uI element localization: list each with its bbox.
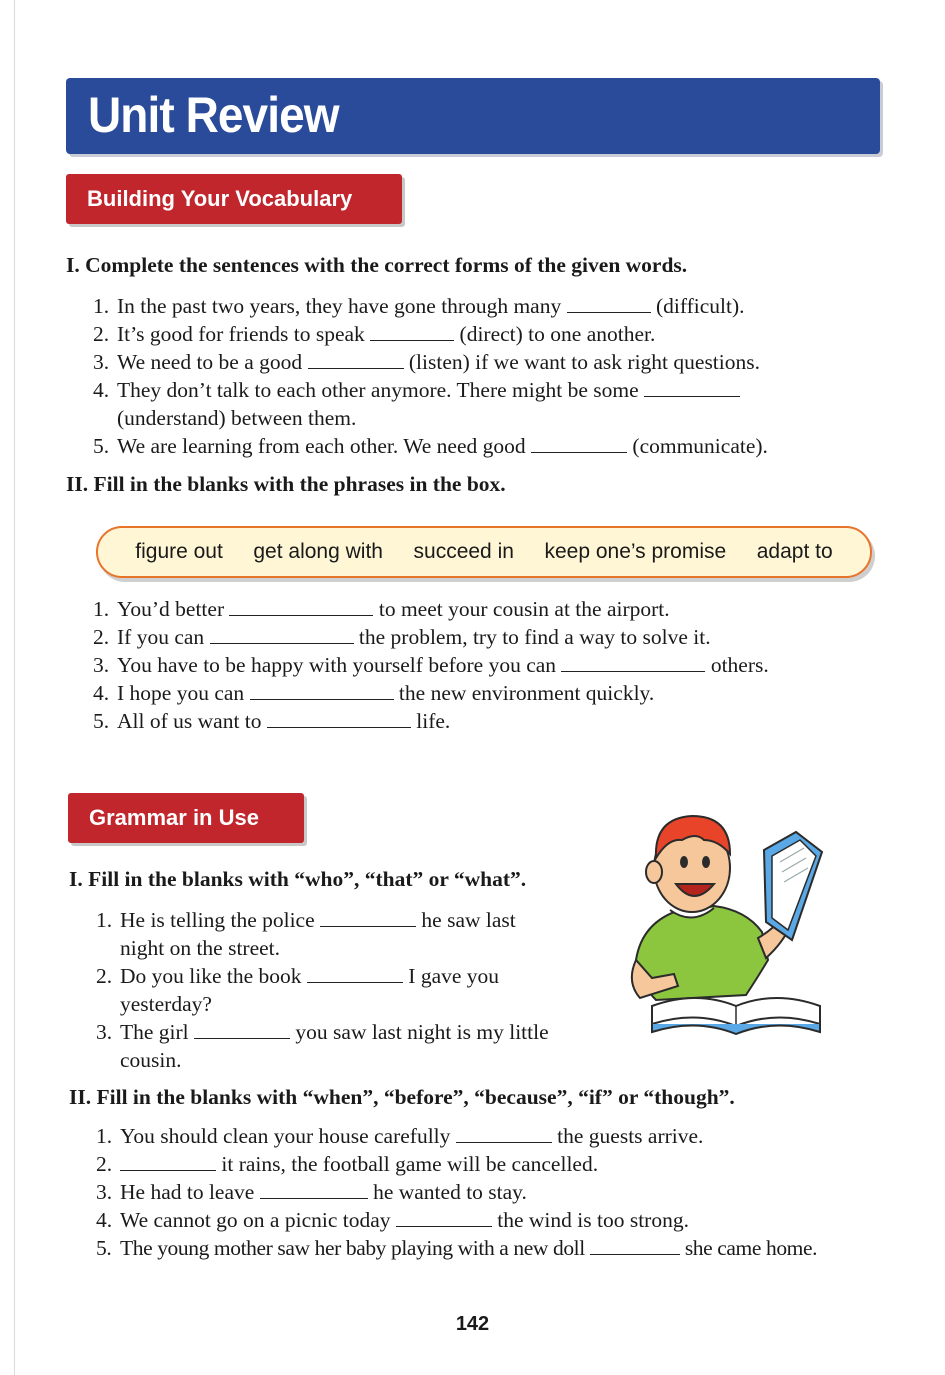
item-number: 4.	[93, 378, 110, 402]
answer-blank[interactable]	[590, 1236, 680, 1255]
item-number: 4.	[93, 681, 110, 705]
item-text: (listen) if we want to ask right questions.	[408, 350, 760, 374]
vocab-part2-list	[93, 595, 769, 735]
item-text-continued: (understand) between them.	[117, 406, 357, 430]
item-number: 1.	[96, 1124, 113, 1148]
item-number: 2.	[93, 625, 110, 649]
phrase-item: adapt to	[756, 540, 833, 563]
item-text: (communicate).	[632, 434, 768, 458]
item-number: 2.	[96, 1152, 113, 1176]
item-number: 4.	[96, 1208, 113, 1232]
answer-blank[interactable]	[229, 597, 373, 616]
grammar-part2-heading: II. Fill in the blanks with “when”, “before”, “because”, “if” or “though”.	[69, 1085, 735, 1109]
list-item	[93, 623, 769, 651]
answer-blank[interactable]	[531, 434, 627, 453]
grammar-part1-list	[96, 906, 549, 1074]
answer-blank[interactable]	[260, 1180, 368, 1199]
item-text: They don’t talk to each other anymore. There might be some	[117, 378, 639, 402]
grammar-part2-list	[96, 1122, 817, 1262]
answer-blank[interactable]	[308, 350, 404, 369]
list-item	[93, 651, 769, 679]
item-text: All of us want to	[117, 709, 262, 733]
answer-blank[interactable]	[267, 709, 411, 728]
item-number: 3.	[96, 1180, 113, 1204]
item-text: The young mother saw her baby playing with a new doll	[120, 1236, 585, 1260]
item-number: 2.	[96, 964, 113, 988]
answer-blank[interactable]	[396, 1208, 492, 1227]
vocab-part1-list	[93, 292, 768, 460]
item-number: 5.	[93, 434, 110, 458]
item-text: the problem, try to find a way to solve it.	[358, 625, 711, 649]
item-number: 1.	[93, 597, 110, 621]
answer-blank[interactable]	[456, 1124, 552, 1143]
page-edge	[14, 0, 15, 1375]
item-text: You’d better	[117, 597, 225, 621]
item-text: it rains, the football game will be cancelled.	[221, 1152, 599, 1176]
list-item	[96, 1122, 817, 1150]
boy-reading-book-illustration	[596, 810, 832, 1040]
list-item	[96, 1018, 549, 1074]
item-number: 5.	[93, 709, 110, 733]
grammar-part1-heading: I. Fill in the blanks with “who”, “that” or “what”.	[69, 867, 527, 891]
list-item	[96, 1150, 817, 1178]
item-number: 1.	[93, 294, 110, 318]
answer-blank[interactable]	[120, 1152, 216, 1171]
answer-blank[interactable]	[567, 294, 651, 313]
item-number: 1.	[96, 908, 113, 932]
list-item	[93, 432, 768, 460]
answer-blank[interactable]	[250, 681, 394, 700]
item-text: I gave you	[408, 964, 500, 988]
vocab-part2-heading: II. Fill in the blanks with the phrases in the box.	[66, 472, 506, 496]
item-number: 2.	[93, 322, 110, 346]
item-text: the new environment quickly.	[398, 681, 655, 705]
list-item	[96, 962, 549, 1018]
answer-blank[interactable]	[370, 322, 454, 341]
list-item	[93, 320, 768, 348]
item-text: The girl	[120, 1020, 189, 1044]
item-number: 5.	[96, 1236, 112, 1260]
item-text: the wind is too strong.	[497, 1208, 689, 1232]
item-text: the guests arrive.	[557, 1124, 704, 1148]
phrase-item: succeed in	[413, 540, 514, 563]
phrase-item: get along with	[253, 540, 383, 563]
item-number: 3.	[93, 653, 110, 677]
item-text: Do you like the book	[120, 964, 302, 988]
list-item	[96, 1178, 817, 1206]
item-text-continued: cousin.	[120, 1048, 182, 1072]
list-item	[93, 292, 768, 320]
list-item	[93, 679, 769, 707]
item-text: life.	[416, 709, 451, 733]
vocab-part1-heading: I. Complete the sentences with the correct forms of the given words.	[66, 253, 688, 277]
answer-blank[interactable]	[320, 908, 416, 927]
item-text: she came home.	[684, 1236, 818, 1260]
phrase-box	[96, 526, 872, 578]
item-text: We cannot go on a picnic today	[120, 1208, 391, 1232]
item-text: It’s good for friends to speak	[117, 322, 365, 346]
item-text: We need to be a good	[117, 350, 303, 374]
list-item	[96, 1206, 817, 1234]
item-text: others.	[710, 653, 769, 677]
item-text: In the past two years, they have gone through many	[117, 294, 562, 318]
answer-blank[interactable]	[210, 625, 354, 644]
item-number: 3.	[93, 350, 110, 374]
item-text-continued: yesterday?	[120, 992, 212, 1016]
title-bar	[66, 78, 880, 154]
item-text: (difficult).	[655, 294, 745, 318]
phrase-item: figure out	[135, 540, 223, 563]
answer-blank[interactable]	[307, 964, 403, 983]
list-item	[96, 1234, 817, 1262]
list-item	[93, 376, 768, 432]
item-text: you saw last night is my little	[295, 1020, 549, 1044]
list-item	[93, 707, 769, 735]
item-text: He is telling the police	[120, 908, 315, 932]
answer-blank[interactable]	[561, 653, 705, 672]
phrase-item: keep one’s promise	[544, 540, 727, 563]
item-text: You have to be happy with yourself before you can	[117, 653, 557, 677]
item-text: If you can	[117, 625, 205, 649]
item-text: he wanted to stay.	[373, 1180, 527, 1204]
item-text: to meet your cousin at the airport.	[378, 597, 670, 621]
item-text: We are learning from each other. We need good	[117, 434, 526, 458]
item-text: I hope you can	[117, 681, 245, 705]
page-title: Unit Review	[88, 87, 339, 143]
answer-blank[interactable]	[644, 378, 740, 397]
item-text: (direct) to one another.	[459, 322, 656, 346]
list-item	[93, 348, 768, 376]
list-item	[96, 906, 549, 962]
answer-blank[interactable]	[194, 1020, 290, 1039]
item-text-continued: night on the street.	[120, 936, 281, 960]
list-item	[93, 595, 769, 623]
item-text: he saw last	[421, 908, 516, 932]
item-text: He had to leave	[120, 1180, 255, 1204]
item-text: You should clean your house carefully	[120, 1124, 451, 1148]
item-number: 3.	[96, 1020, 113, 1044]
page-number: 142	[455, 1313, 490, 1335]
vocabulary-section-tag: Building Your Vocabulary	[66, 174, 402, 224]
grammar-section-tag: Grammar in Use	[68, 793, 304, 843]
